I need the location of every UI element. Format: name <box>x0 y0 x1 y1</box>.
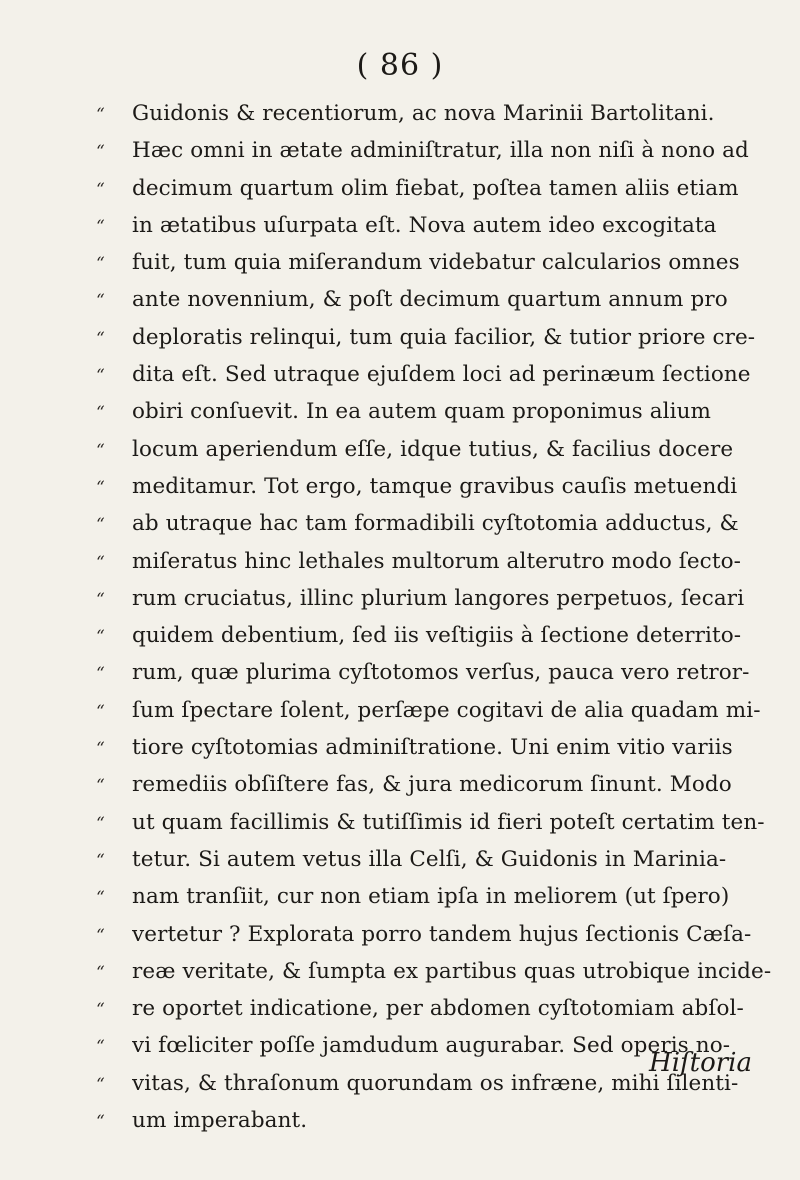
text-line <box>96 586 776 623</box>
text-line <box>96 101 776 138</box>
line-text: rum cruciatus, illinc plurium langores perpetuos, ſecari <box>132 585 745 611</box>
line-text: locum aperiendum eſſe, idque tutius, & facilius docere <box>132 436 734 462</box>
line-text: quidem debentium, ſed iis veſtigiis à ſectione deterrito- <box>132 623 742 649</box>
text-line <box>96 176 776 213</box>
line-text: decimum quartum olim fiebat, poſtea tamen aliis etiam <box>132 175 739 201</box>
text-line <box>96 660 776 697</box>
line-text: fuit, tum quia miſerandum videbatur calcularios omnes <box>132 250 740 276</box>
quotation-mark: “ <box>96 664 105 685</box>
line-text: ſum ſpectare ſolent, perſæpe cogitavi de alia quadam mi- <box>132 697 761 723</box>
quotation-mark: “ <box>96 179 105 200</box>
text-line <box>96 549 776 586</box>
line-text: nam tranſiit, cur non etiam ipſa in meliorem (ut ſpero) <box>132 884 730 910</box>
line-text: vi fœliciter poſſe jamdudum augurabar. Sed operis no- <box>132 1033 731 1059</box>
quotation-mark: “ <box>96 925 105 946</box>
text-line <box>96 623 776 660</box>
quotation-mark: “ <box>96 1037 105 1058</box>
quotation-mark: “ <box>96 1112 105 1133</box>
text-line <box>96 138 776 175</box>
text-line <box>96 362 776 399</box>
quotation-mark: “ <box>96 850 105 871</box>
catchword: Hiſtoria <box>649 1048 752 1078</box>
quotation-mark: “ <box>96 440 105 461</box>
quotation-mark: “ <box>96 701 105 722</box>
quotation-mark: “ <box>96 589 105 610</box>
text-line <box>96 287 776 324</box>
quotation-mark: “ <box>96 142 105 163</box>
line-text: ut quam facillimis & tutiſſimis id fieri poteſt certatim ten- <box>132 809 765 835</box>
line-text: Hæc omni in ætate adminiſtratur, illa non niſi à nono ad <box>132 138 749 164</box>
quotation-mark: “ <box>96 813 105 834</box>
text-line <box>96 959 776 996</box>
line-text: vertetur ? Explorata porro tandem hujus ſectionis Cæſa- <box>132 921 752 947</box>
text-line <box>96 996 776 1033</box>
quotation-mark: “ <box>96 291 105 312</box>
quotation-mark: “ <box>96 254 105 275</box>
text-line <box>96 772 776 809</box>
text-line <box>96 810 776 847</box>
quotation-mark: “ <box>96 477 105 498</box>
text-line <box>96 922 776 959</box>
line-text: meditamur. Tot ergo, tamque gravibus cauſis metuendi <box>132 473 738 499</box>
quotation-mark: “ <box>96 366 105 387</box>
text-line <box>96 399 776 436</box>
quotation-mark: “ <box>96 403 105 424</box>
text-line <box>96 847 776 884</box>
line-text: tetur. Si autem vetus illa Celſi, & Guidonis in Marinia- <box>132 846 727 872</box>
line-text: Guidonis & recentiorum, ac nova Marinii Bartolitani. <box>132 101 715 126</box>
line-text: ab utraque hac tam formadibili cyſtotomia adductus, & <box>132 511 739 537</box>
quotation-mark: “ <box>96 515 105 536</box>
line-text: dita eſt. Sed utraque ejuſdem loci ad perinæum ſectione <box>132 362 751 388</box>
quotation-mark: “ <box>96 552 105 573</box>
text-line <box>96 884 776 921</box>
line-text: ante novennium, & poſt decimum quartum annum pro <box>132 287 728 313</box>
line-text: tiore cyſtotomias adminiſtratione. Uni enim vitio variis <box>132 735 733 761</box>
quotation-mark: “ <box>96 962 105 983</box>
line-text: re oportet indicatione, per abdomen cyſtotomiam abſol- <box>132 996 744 1022</box>
quotation-mark: “ <box>96 216 105 237</box>
text-line <box>96 474 776 511</box>
quotation-mark: “ <box>96 776 105 797</box>
quotation-mark: “ <box>96 739 105 760</box>
text-line <box>96 1108 776 1145</box>
quotation-mark: “ <box>96 888 105 909</box>
text-line <box>96 213 776 250</box>
line-text: obiri conſuevit. In ea autem quam proponimus alium <box>132 399 712 425</box>
quotation-mark: “ <box>96 328 105 349</box>
line-text: miſeratus hinc lethales multorum alterutro modo ſecto- <box>132 548 741 574</box>
line-text: um imperabant. <box>132 1108 308 1134</box>
body-text <box>96 101 776 1145</box>
quotation-mark: “ <box>96 1074 105 1095</box>
line-text: deploratis relinqui, tum quia facilior, & tutior priore cre- <box>132 324 756 350</box>
line-text: reæ veritate, & ſumpta ex partibus quas utrobique incide- <box>132 958 772 984</box>
text-line <box>96 735 776 772</box>
line-text: remediis obſiſtere fas, & jura medicorum ſinunt. Modo <box>132 772 732 798</box>
line-text: vitas, & thraſonum quorundam os infræne, mihi ſilenti- <box>132 1070 739 1096</box>
page-number: ( 86 ) <box>356 48 444 83</box>
line-text: in ætatibus uſurpata eſt. Nova autem ideo excogitata <box>132 212 717 238</box>
text-line <box>96 511 776 548</box>
quotation-mark: “ <box>96 1000 105 1021</box>
text-line <box>96 698 776 735</box>
text-line <box>96 325 776 362</box>
quotation-mark: “ <box>96 105 105 125</box>
quotation-mark: “ <box>96 627 105 648</box>
text-line <box>96 250 776 287</box>
line-text: rum, quæ plurima cyſtotomos verſus, pauca vero retror- <box>132 660 750 686</box>
text-line <box>96 437 776 474</box>
